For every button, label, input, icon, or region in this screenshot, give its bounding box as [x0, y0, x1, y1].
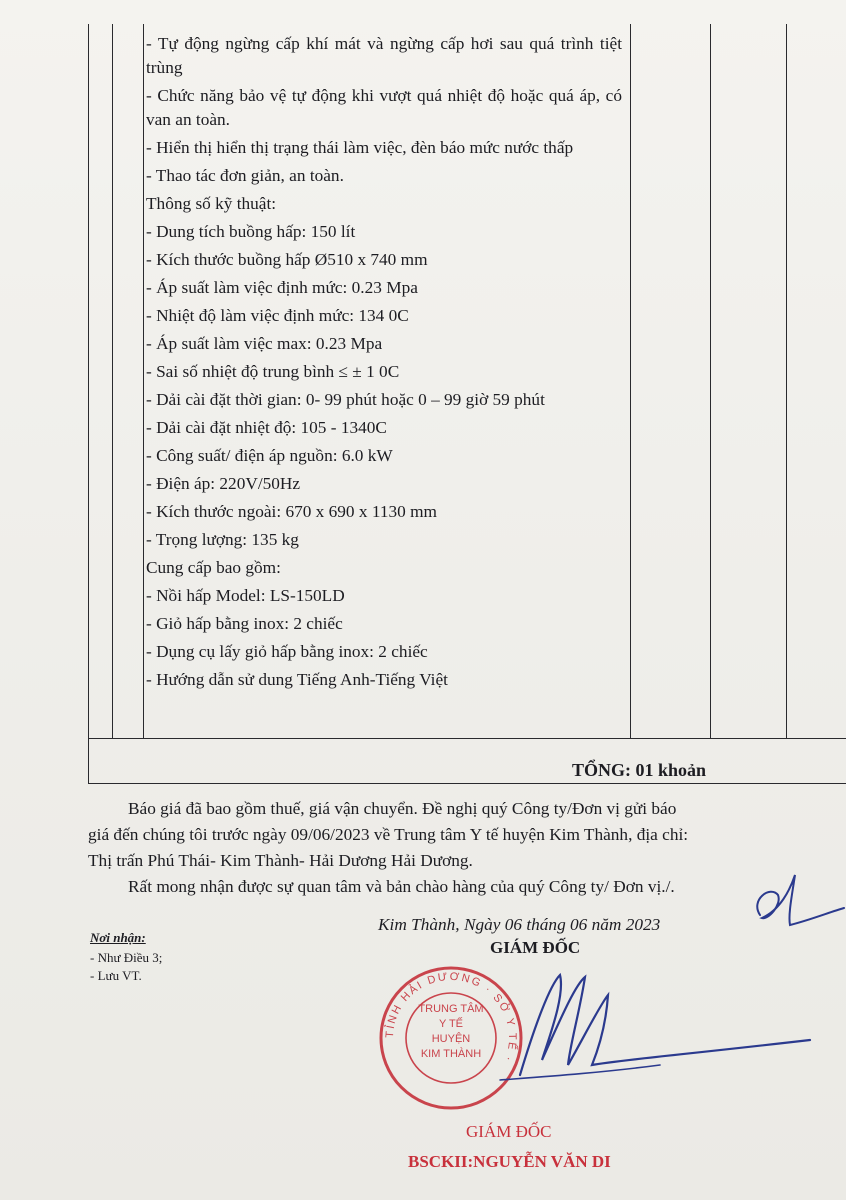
handwritten-signature-icon: [480, 965, 820, 1085]
spec-line: - Công suất/ điện áp nguồn: 6.0 kW: [146, 446, 393, 465]
spec-line: - Dung tích buồng hấp: 150 lít: [146, 222, 356, 241]
spec-line: - Áp suất làm việc định mức: 0.23 Mpa: [146, 278, 418, 297]
director-title: GIÁM ĐỐC: [490, 938, 581, 957]
seal-text: Y TẾ: [438, 1018, 464, 1030]
initials-signature: [740, 870, 846, 940]
table-border-col: [786, 24, 787, 739]
seal-text: KIM THÀNH: [420, 1048, 482, 1060]
initials-signature-icon: [740, 870, 846, 940]
supply-line: - Dụng cụ lấy giỏ hấp bằng inox: 2 chiếc: [146, 642, 428, 661]
closing-paragraph: Rất mong nhận được sự quan tâm và bản chào hàng của quý Công ty/ Đơn vị./.: [128, 877, 675, 896]
spec-line: - Kích thước ngoài: 670 x 690 x 1130 mm: [146, 502, 437, 521]
total-count: TỔNG: 01 khoản: [572, 760, 707, 780]
table-border-col: [710, 24, 711, 739]
desc-line: - Tự động ngừng cấp khí mát và ngừng cấp hơi sau quá trình tiệt trùng: [146, 34, 622, 77]
seal-text: TRUNG TÂM: [418, 1003, 484, 1015]
table-border-left-col: [112, 24, 113, 739]
signer-title: GIÁM ĐỐC: [466, 1122, 552, 1141]
table-border-desc-right: [630, 24, 631, 739]
supply-line: - Nồi hấp Model: LS-150LD: [146, 586, 345, 605]
spec-line: - Trọng lượng: 135 kg: [146, 530, 299, 549]
recipient-item: - Như Điều 3;: [90, 950, 163, 965]
supply-line: - Hướng dẫn sử dung Tiếng Anh-Tiếng Việt: [146, 670, 448, 689]
table-row-divider: [88, 738, 846, 739]
spec-line: - Áp suất làm việc max: 0.23 Mpa: [146, 334, 383, 353]
supply-heading: Cung cấp bao gồm:: [146, 558, 281, 577]
desc-line: - Thao tác đơn giản, an toàn.: [146, 166, 344, 185]
desc-line: - Chức năng bảo vệ tự động khi vượt quá nhiệt độ hoặc quá áp, có van an toàn.: [146, 86, 622, 129]
spec-line: - Nhiệt độ làm việc định mức: 134 0C: [146, 306, 409, 325]
item-description: [146, 32, 622, 696]
spec-line: - Dải cài đặt nhiệt độ: 105 - 1340C: [146, 418, 387, 437]
seal-text: HUYỆN: [431, 1033, 471, 1045]
spec-line: - Sai số nhiệt độ trung bình ≤ ± 1 0C: [146, 362, 400, 381]
seal-ring-text: TỈNH HẢI DƯƠNG · SỞ Y TẾ ·: [383, 970, 519, 1065]
body-paragraph-line: Thị trấn Phú Thái- Kim Thành- Hải Dương Hải Dương.: [88, 851, 473, 870]
body-paragraph-line: Báo giá đã bao gồm thuế, giá vận chuyển. Đề nghị quý Công ty/Đơn vị gửi báo: [128, 799, 677, 818]
body-paragraph-line: giá đến chúng tôi trước ngày 09/06/2023 về Trung tâm Y tế huyện Kim Thành, địa chỉ:: [88, 825, 689, 844]
place-date: Kim Thành, Ngày 06 tháng 06 năm 2023: [378, 915, 661, 934]
table-border-outer-left: [88, 24, 89, 784]
desc-line: - Hiển thị hiển thị trạng thái làm việc, đèn báo mức nước thấp: [146, 138, 574, 157]
supply-line: - Giỏ hấp bằng inox: 2 chiếc: [146, 614, 343, 633]
spec-heading: Thông số kỹ thuật:: [146, 194, 277, 213]
recipient-item: - Lưu VT.: [90, 968, 142, 983]
signer-name: BSCKII:NGUYỄN VĂN DI: [408, 1152, 611, 1171]
spec-line: - Dải cài đặt thời gian: 0- 99 phút hoặc 0 – 99 giờ 59 phút: [146, 390, 545, 409]
spec-line: - Điện áp: 220V/50Hz: [146, 474, 301, 493]
recipients-title: Nơi nhận:: [90, 930, 146, 945]
director-signature: [480, 965, 820, 1085]
spec-line: - Kích thước buồng hấp Ø510 x 740 mm: [146, 250, 428, 269]
table-border-desc-left: [143, 24, 144, 739]
table-bottom-border: [88, 783, 846, 784]
